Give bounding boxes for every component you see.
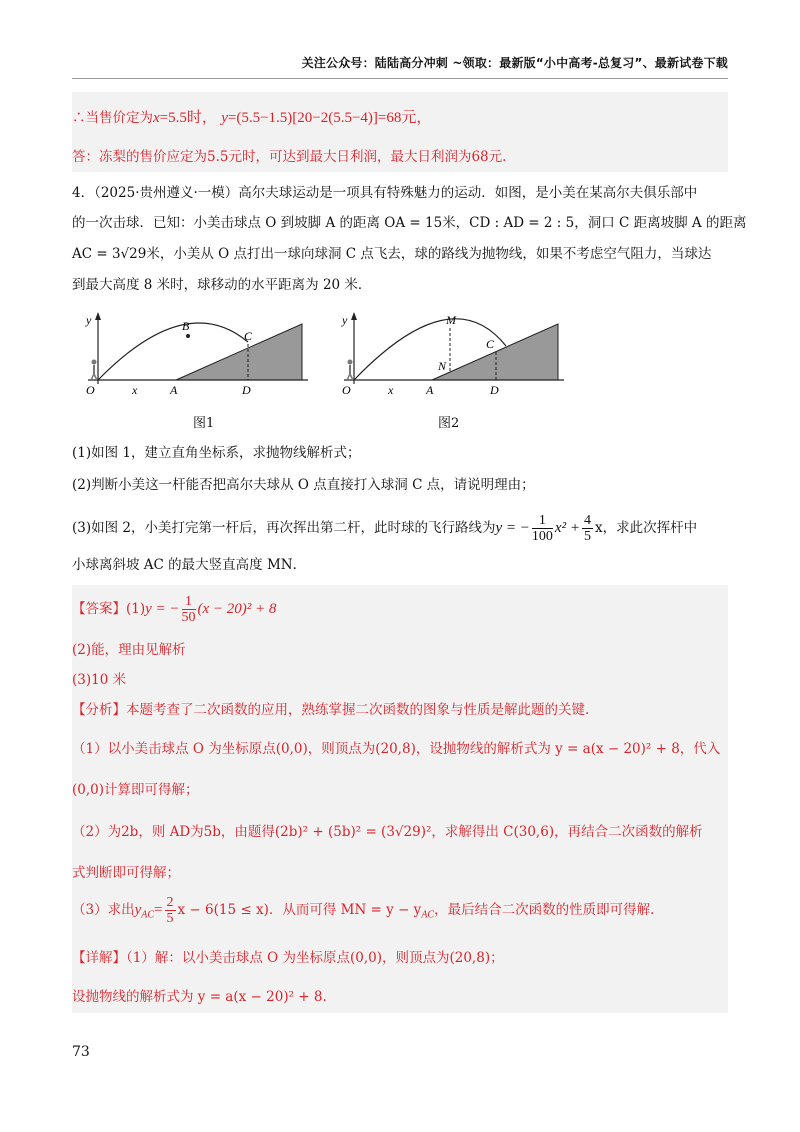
- solution-2-line-1: （2）为2b，则 AD为5b，由题得(2b)² + (5b)² = (3√29)²，求解得出 C(30,6)，再结合二次函数的解析: [72, 824, 703, 840]
- fraction: $\frac{4}{5}$: [583, 513, 591, 544]
- figure-2-caption: 图2: [438, 416, 460, 431]
- fraction: $\frac{1}{50}$: [181, 594, 196, 625]
- problem-line-1: 4．（2025·贵州遵义·一模）高尔夫球运动是一项具有特殊魅力的运动．如图，是小美在某高尔夫俱乐部中: [72, 185, 698, 201]
- figure-1: [80, 312, 320, 412]
- solution-2-line-2: 式判断即可得解；: [72, 865, 180, 881]
- fraction: $\frac{1}{100}$: [531, 513, 553, 544]
- label-c: C: [486, 337, 495, 351]
- question-2: (2)判断小美这一杆能否把高尔夫球从 O 点直接打入球洞 C 点，请说明理由；: [72, 477, 535, 493]
- label-a: A: [426, 383, 434, 397]
- detail-tag: 【详解】: [72, 950, 126, 966]
- y-axis-arrow: [95, 312, 101, 320]
- problem-source: （2025·贵州遵义·一模）: [94, 185, 239, 201]
- problem-line-2: 的一次击球．已知：小美击球点 O 到坡脚 A 的距离 OA = 15米，CD : AD = 2 : 5，洞口 C 距离坡脚 A 的距离: [72, 215, 747, 231]
- slope-triangle: [176, 324, 302, 380]
- figure-1-caption: 图1: [193, 416, 215, 431]
- golfer-icon: [91, 360, 97, 381]
- page-header-banner: 关注公众号：陆陆高分冲刺 ~领取：最新版“小中高考-总复习”、最新试卷下载: [301, 56, 728, 70]
- label-a: A: [170, 383, 178, 397]
- label-n: N: [438, 359, 447, 373]
- label-c: C: [244, 329, 253, 343]
- answer-1: 【答案】(1)y = − $\frac{1}{50}$ (x − 20)² + 8: [72, 594, 277, 625]
- point-b: [186, 334, 190, 338]
- solution-3: （3）求出$y_{AC}=$ $\frac{2}{5}$ x − 6(15 ≤ x)．从而可得 MN = $y - y_{AC}$，最后结合二次函数的性质即可得解.: [72, 895, 655, 926]
- page-number: 73: [72, 1044, 90, 1060]
- golfer-icon: [347, 360, 353, 381]
- label-x: x: [388, 383, 394, 397]
- analysis-line: 【分析】本题考查了二次函数的应用，熟练掌握二次函数的图象与性质是解此题的关键.: [72, 702, 590, 718]
- slope-triangle: [432, 324, 558, 380]
- label-d: D: [242, 383, 251, 397]
- problem-line-3: AC = 3√29米，小美从 O 点打出一球向球洞 C 点飞去，球的路线为抛物线，如果不考虑空气阻力，当球达: [72, 246, 712, 262]
- label-d: D: [490, 383, 499, 397]
- question-1: (1)如图 1，建立直角坐标系，求抛物线解析式；: [72, 445, 361, 461]
- label-y: y: [342, 313, 348, 327]
- answer-2: (2)能，理由见解析: [72, 642, 186, 658]
- solution-1-line-2: (0,0)计算即可得解；: [72, 782, 199, 798]
- previous-answer-line-1: ∴当售价定为x=5.5时， y=(5.5−1.5)[20−2(5.5−4)]=68元，: [72, 110, 432, 126]
- header-divider: [72, 78, 728, 79]
- label-m: M: [446, 313, 456, 327]
- label-o: O: [86, 383, 95, 397]
- analysis-tag: 【分析】: [72, 702, 126, 718]
- problem-number: 4．: [72, 185, 95, 201]
- answer-3: (3)10 米: [72, 672, 127, 688]
- question-3-line-1: (3)如图 2，小美打完第一杆后，再次挥出第二杆，此时球的飞行路线为y = − $\frac{1}{100}$ x² + $\frac{4}{5}$ x，求此次挥杆中: [72, 513, 698, 544]
- y-axis-arrow: [351, 312, 357, 320]
- detail-line-1: 【详解】（1）解：以小美击球点 O 为坐标原点(0,0)，则顶点为(20,8)；: [72, 950, 504, 966]
- label-y: y: [86, 313, 92, 327]
- fraction: $\frac{2}{5}$: [166, 895, 174, 926]
- question-3-line-2: 小球离斜坡 AC 的最大竖直高度 MN．: [72, 557, 307, 573]
- figure-2: [336, 312, 576, 412]
- label-x: x: [132, 383, 138, 397]
- label-b: B: [182, 319, 190, 333]
- answer-tag: 【答案】: [72, 601, 126, 617]
- label-o: O: [342, 383, 351, 397]
- detail-line-2: 设抛物线的解析式为 y = a(x − 20)² + 8.: [72, 989, 327, 1005]
- previous-answer-line-2: 答：冻梨的售价应定为5.5元时，可达到最大日利润，最大日利润为68元.: [72, 149, 507, 165]
- solution-1-line-1: （1）以小美击球点 O 为坐标原点(0,0)，则顶点为(20,8)，设抛物线的解析式为 y = a(x − 20)² + 8，代入: [72, 741, 721, 757]
- problem-line-4: 到最大高度 8 米时，球移动的水平距离为 20 米．: [72, 277, 372, 293]
